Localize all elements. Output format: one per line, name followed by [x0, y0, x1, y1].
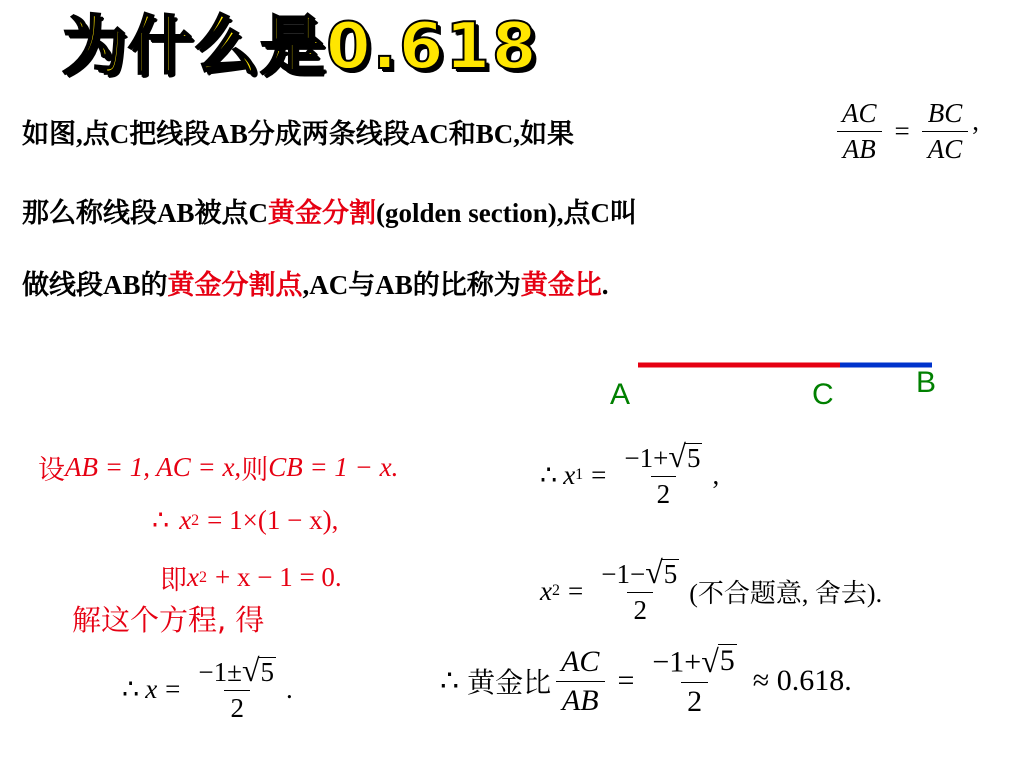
- quadratic-solution: ∴ x = −1± √ 5 2 .: [122, 652, 293, 723]
- fraction-ac-ab-final: $\frac{AC}{AB}$: [555, 645, 605, 718]
- derivation-step-1: 设 AB = 1, AC = x, 则 CB = 1 − x.: [38, 452, 399, 486]
- term-golden-ratio: 黄金比: [520, 270, 602, 301]
- x2-fraction: −1− √ 5 2: [601, 554, 678, 625]
- sqrt-symbol: √: [668, 438, 686, 474]
- intro-line-2: 那么称线段AB被点C黄金分割(golden section),点C叫: [22, 198, 637, 229]
- x1-fraction: −1+ √ 5 2: [624, 438, 701, 509]
- golden-ratio-result: ∴ 黄金比 $\frac{AC}{AB}$ = −1+ √ 5 2 ≈ 0.618.: [440, 642, 852, 718]
- derivation-step-4: 解这个方程, 得: [72, 603, 265, 637]
- sqrt-symbol: √: [701, 642, 719, 679]
- sqrt-symbol: √: [645, 554, 663, 590]
- term-golden-point: 黄金分割点: [167, 270, 303, 301]
- page-title: 为什么是0.618: [62, 10, 539, 84]
- intro-line-1: 如图,点C把线段AB分成两条线段AC和BC,如果: [22, 119, 575, 150]
- derivation-step-3: 即 x 2 + x − 1 = 0.: [160, 562, 342, 596]
- root-x1: ∴ x 1 = −1+ √ 5 2 ,: [540, 438, 720, 509]
- fraction-bc-ac: $\frac{BC}{AC}$: [922, 98, 969, 165]
- root-x2: x 2 = −1− √ 5 2 (不合题意, 舍去).: [540, 554, 883, 625]
- final-fraction: −1+ √ 5 2: [652, 642, 735, 718]
- derivation-step-2: ∴ x 2 = 1×(1 − x),: [152, 505, 339, 535]
- intro-line-3: 做线段AB的黄金分割点,AC与AB的比称为黄金比.: [22, 270, 609, 301]
- sqrt-symbol: √: [241, 652, 260, 688]
- fraction-ac-ab: $\frac{AC}{AB}$: [836, 98, 883, 165]
- point-label-c: C: [812, 378, 834, 411]
- point-label-b: B: [916, 366, 937, 399]
- point-label-a: A: [610, 378, 631, 411]
- solution-fraction: −1± √ 5 2: [198, 652, 275, 723]
- term-golden-section: 黄金分割: [268, 198, 377, 229]
- golden-ratio-condition: $\frac{AC}{AB}$ = $\frac{BC}{AC}$ ,: [832, 98, 979, 165]
- segment-diagram: [630, 355, 940, 375]
